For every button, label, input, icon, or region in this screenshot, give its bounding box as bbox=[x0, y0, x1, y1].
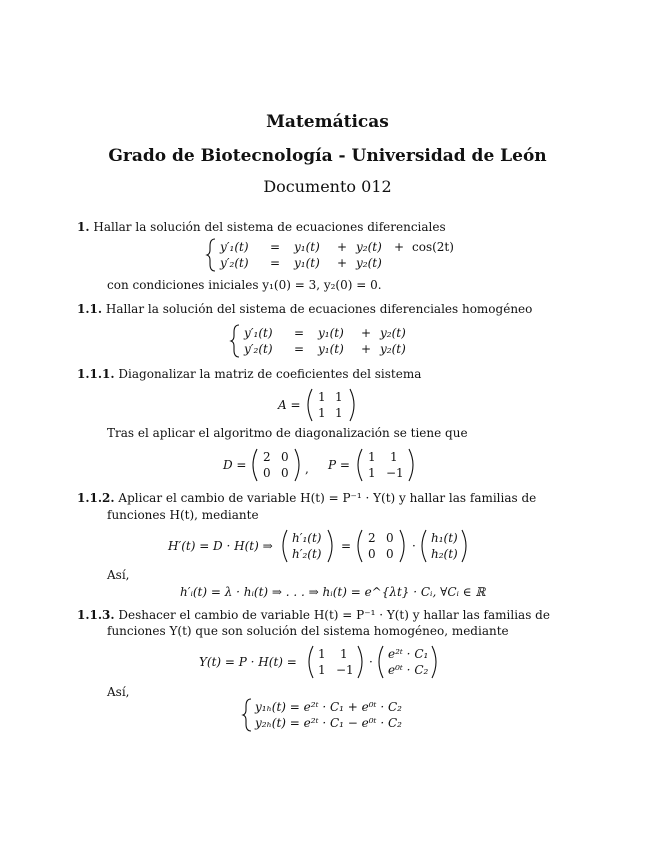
system-1 bbox=[206, 236, 454, 274]
problem-1-1-text: Hallar la solución del sistema de ecuaciones diferenciales homogéneo bbox=[105, 302, 533, 316]
paren-left bbox=[283, 530, 287, 562]
sys1-r1-c1: = bbox=[270, 240, 281, 254]
problem-1-1-3 bbox=[77, 608, 550, 622]
sys2-r2-c1: = bbox=[294, 342, 305, 356]
equation-H-lhs: H′(t) = D · H(t) ⇒ bbox=[168, 539, 273, 553]
sys2-r1-c4: y₂(t) bbox=[380, 326, 406, 340]
matrix-D2-22: 0 bbox=[386, 547, 394, 561]
page-title: Matemáticas bbox=[266, 112, 389, 132]
matrix-A bbox=[278, 387, 368, 425]
paren-left bbox=[379, 646, 383, 678]
matrix-D2-11: 2 bbox=[368, 531, 376, 545]
matrix-D2-21: 0 bbox=[368, 547, 376, 561]
problem-1-text: Hallar la solución del sistema de ecuaciones diferenciales bbox=[93, 220, 446, 234]
matrix-P-21: 1 bbox=[368, 466, 376, 480]
dot-operator: · bbox=[412, 539, 416, 553]
equals-sign: = bbox=[341, 539, 352, 553]
matrix-P2-22: −1 bbox=[336, 663, 354, 677]
sys2-r2-c0: y′₂(t) bbox=[244, 342, 273, 356]
vector-h-1: h₁(t) bbox=[431, 531, 458, 545]
paren-left bbox=[422, 530, 426, 562]
brace-left bbox=[243, 699, 251, 731]
sys2-r1-c2: y₁(t) bbox=[318, 326, 344, 340]
solution-y2h: y₂ₕ(t) = e²ᵗ · C₁ − e⁰ᵗ · C₂ bbox=[255, 716, 402, 730]
paren-left bbox=[358, 530, 362, 562]
matrix-P2-12: 1 bbox=[340, 647, 348, 661]
matrix-A-label: A = bbox=[278, 398, 301, 412]
sys1-r1-c6: cos(2t) bbox=[412, 240, 454, 254]
paren-left bbox=[308, 389, 312, 421]
sys1-r1-c3: + bbox=[337, 240, 348, 254]
brace-left bbox=[231, 325, 239, 357]
paren-right bbox=[462, 530, 466, 562]
matrix-P-11: 1 bbox=[368, 450, 376, 464]
paren-left bbox=[358, 449, 362, 481]
paren-right bbox=[400, 530, 404, 562]
paren-right bbox=[432, 646, 436, 678]
sys2-r2-c4: y₂(t) bbox=[380, 342, 406, 356]
paren-right bbox=[358, 646, 362, 678]
initial-conditions: con condiciones iniciales y₁(0) = 3, y₂(0) = 0. bbox=[107, 278, 382, 292]
sys1-r1-c0: y′₁(t) bbox=[220, 240, 249, 254]
problem-1-1-2 bbox=[77, 491, 536, 505]
sys1-r1-c4: y₂(t) bbox=[356, 240, 382, 254]
equation-H-prime bbox=[168, 528, 478, 566]
vector-exp-1: e²ᵗ · C₁ bbox=[388, 647, 429, 661]
vector-h-2: h₂(t) bbox=[431, 547, 458, 561]
asi-label-1: Así, bbox=[107, 568, 130, 582]
sys2-r1-c0: y′₁(t) bbox=[244, 326, 273, 340]
dot-operator: · bbox=[369, 655, 373, 669]
problem-1-1-2-text-cont: funciones H(t), mediante bbox=[107, 508, 259, 522]
sys2-r2-c2: y₁(t) bbox=[318, 342, 344, 356]
matrix-D-22: 0 bbox=[281, 466, 289, 480]
paren-left bbox=[309, 646, 313, 678]
problem-1-1-3-text-cont: funciones Y(t) que son solución del sistema homogéneo, mediante bbox=[107, 624, 509, 638]
document-number: Documento 012 bbox=[263, 177, 392, 196]
matrix-P2-11: 1 bbox=[318, 647, 326, 661]
paren-right bbox=[295, 449, 299, 481]
sys1-r1-c2: y₁(t) bbox=[294, 240, 320, 254]
sys1-r2-c0: y′₂(t) bbox=[220, 256, 249, 270]
matrix-D-label: D = bbox=[223, 458, 247, 472]
equation-Y bbox=[199, 644, 449, 682]
homogeneous-solution bbox=[242, 696, 412, 734]
problem-1-1-number: 1.1. bbox=[77, 302, 103, 316]
matrix-A-21: 1 bbox=[318, 406, 326, 420]
matrix-P-22: −1 bbox=[386, 466, 404, 480]
sys2-r1-c1: = bbox=[294, 326, 305, 340]
paren-left bbox=[253, 449, 257, 481]
h-solution: h′ᵢ(t) = λ · hᵢ(t) ⇒ . . . ⇒ hᵢ(t) = e^{λt} · Cᵢ, ∀Cᵢ ∈ ℝ bbox=[180, 585, 486, 599]
system-homogeneous bbox=[230, 322, 406, 360]
sys1-r2-c4: y₂(t) bbox=[356, 256, 382, 270]
comma: , bbox=[305, 462, 309, 476]
sys1-r1-c5: + bbox=[394, 240, 405, 254]
matrix-P2-21: 1 bbox=[318, 663, 326, 677]
problem-1-1 bbox=[77, 302, 532, 316]
sys1-r2-c1: = bbox=[270, 256, 281, 270]
problem-1-1-2-number: 1.1.2. bbox=[77, 491, 115, 505]
page-subtitle: Grado de Biotecnología - Universidad de León bbox=[108, 146, 547, 166]
sys2-r1-c3: + bbox=[361, 326, 372, 340]
sys1-r2-c3: + bbox=[337, 256, 348, 270]
matrix-D-12: 0 bbox=[281, 450, 289, 464]
diagonalization-note: Tras el aplicar el algoritmo de diagonalización se tiene que bbox=[107, 426, 468, 440]
paren-right bbox=[409, 449, 413, 481]
matrices-D-P bbox=[223, 447, 423, 485]
sys2-r2-c3: + bbox=[361, 342, 372, 356]
matrix-P-label: P = bbox=[328, 458, 350, 472]
vector-hprime-2: h′₂(t) bbox=[292, 547, 322, 561]
brace-left bbox=[207, 239, 215, 271]
vector-exp-2: e⁰ᵗ · C₂ bbox=[388, 663, 429, 677]
problem-1-number: 1. bbox=[77, 220, 90, 234]
problem-1-1-3-number: 1.1.3. bbox=[77, 608, 115, 622]
problem-1-1-3-text: Deshacer el cambio de variable H(t) = P⁻¹ · Y(t) y hallar las familias de bbox=[118, 608, 550, 622]
matrix-D2-12: 0 bbox=[386, 531, 394, 545]
matrix-D-21: 0 bbox=[263, 466, 271, 480]
matrix-D-11: 2 bbox=[263, 450, 271, 464]
sys1-r2-c2: y₁(t) bbox=[294, 256, 320, 270]
matrix-P-12: 1 bbox=[390, 450, 398, 464]
solution-y1h: y₁ₕ(t) = e²ᵗ · C₁ + e⁰ᵗ · C₂ bbox=[255, 700, 402, 714]
problem-1-1-2-text: Aplicar el cambio de variable H(t) = P⁻¹ · Y(t) y hallar las familias de bbox=[118, 491, 537, 505]
problem-1-1-1-text: Diagonalizar la matriz de coeficientes del sistema bbox=[118, 367, 422, 381]
matrix-A-12: 1 bbox=[335, 390, 343, 404]
matrix-A-11: 1 bbox=[318, 390, 326, 404]
equation-Y-lhs: Y(t) = P · H(t) = bbox=[199, 655, 297, 669]
vector-hprime-1: h′₁(t) bbox=[292, 531, 322, 545]
problem-1-1-1-number: 1.1.1. bbox=[77, 367, 115, 381]
asi-label-2: Así, bbox=[107, 685, 130, 699]
matrix-A-22: 1 bbox=[335, 406, 343, 420]
paren-right bbox=[350, 389, 354, 421]
problem-1-1-1 bbox=[77, 367, 421, 381]
problem-1 bbox=[77, 220, 446, 234]
paren-right bbox=[328, 530, 332, 562]
